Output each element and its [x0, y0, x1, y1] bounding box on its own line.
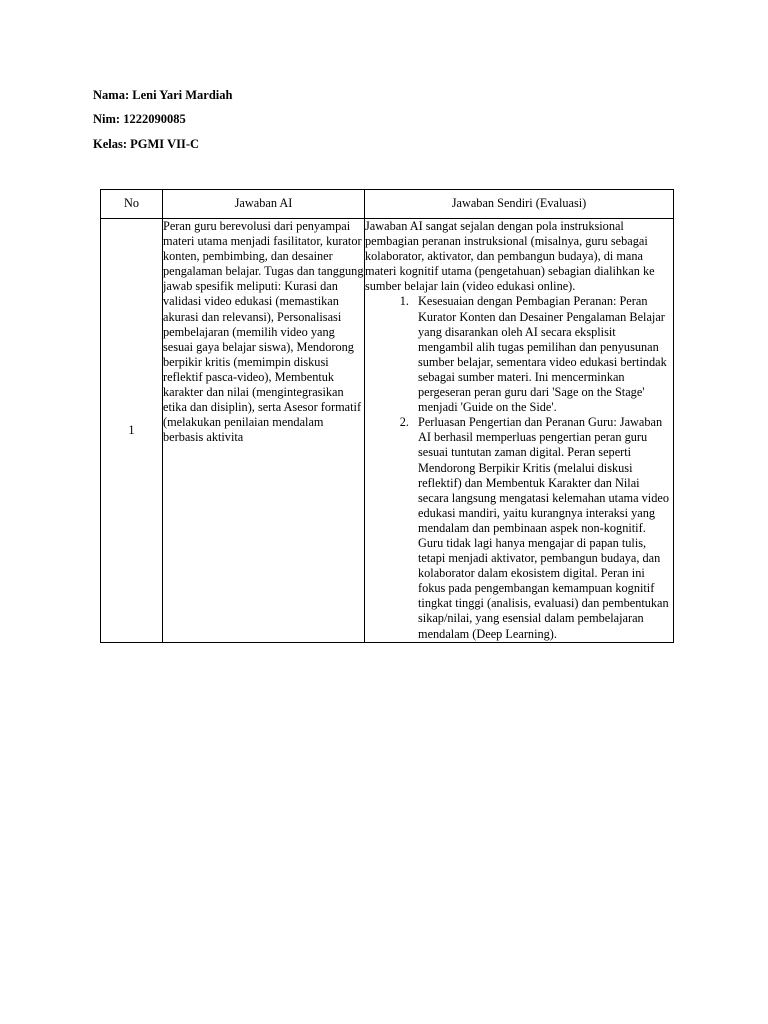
table-row: [101, 219, 674, 643]
student-name: Nama: Leni Yari Mardiah: [93, 88, 233, 102]
evaluation-table: [100, 189, 674, 643]
own-answer-list: [365, 294, 673, 641]
row-number: 1: [101, 219, 163, 643]
list-item: 2. Perluasan Pengertian dan Peranan Guru: Jawaban AI berhasil memperluas pengertian peran guru sesuai tuntutan zaman digital. Peran seperti Mendorong Berpikir Kritis (melalui diskusi reflektif) dan Membentuk Karakter dan Nilai secara langsung mengatasi kelemahan utama video edukasi mandiri, yaitu kurangnya interaksi yang mendalam dan pembinaan aspek non-kognitif. Guru tidak lagi hanya mengajar di papan tulis, tetapi menjadi aktivator, pembangun budaya, dan kolaborator dalam ekosistem digital. Peran ini fokus pada pengembangan kemampuan kognitif tingkat tinggi (analisis, evaluasi) dan pembentukan sikap/nilai, yang esensial dalam pembelajaran mendalam (Deep Learning).: [412, 415, 673, 641]
own-answer-intro: Jawaban AI sangat sejalan dengan pola instruksional pembagian peranan instruksional (misalnya, guru sebagai kolaborator, aktivator, dan pembangun budaya), di mana materi kognitif utama (pengetahuan) sebagian dialihkan ke sumber belajar lain (video edukasi online).: [365, 219, 655, 294]
student-nim: Nim: 1222090085: [93, 112, 186, 126]
table-header-row: [101, 190, 674, 219]
student-class: Kelas: PGMI VII-C: [93, 137, 200, 151]
header-no: No: [101, 190, 163, 219]
header-jawaban-ai: Jawaban AI: [163, 190, 365, 219]
ai-answer-text: Peran guru berevolusi dari penyampai materi utama menjadi fasilitator, kurator konten, pembimbing, dan desainer pengalaman belajar. Tugas dan tanggung jawab spesifik meliputi: Kurasi dan validasi video edukasi (memastikan akurasi dan relevansi), Personalisasi pembelajaran (memilih video yang sesuai gaya belajar siswa), Mendorong berpikir kritis (memimpin diskusi reflektif pasca-video), Membentuk karakter dan nilai (mengintegrasikan etika dan disiplin), serta Asesor formatif (melakukan penilaian mendalam berbasis aktivita: [163, 219, 364, 445]
own-answer-cell: [365, 219, 674, 643]
list-item: 1. Kesesuaian dengan Pembagian Peranan: Peran Kurator Konten dan Desainer Pengalaman Belajar yang disarankan oleh AI secara eksplisit mengambil alih tugas pemilihan dan penyusunan sumber belajar, sementara video edukasi bertindak sebagai sumber materi. Ini mencerminkan pergeseran peran guru dari 'Sage on the Stage' menjadi 'Guide on the Side'.: [412, 294, 673, 415]
header-jawaban-sendiri: Jawaban Sendiri (Evaluasi): [365, 190, 674, 219]
ai-answer-cell: [163, 219, 365, 643]
